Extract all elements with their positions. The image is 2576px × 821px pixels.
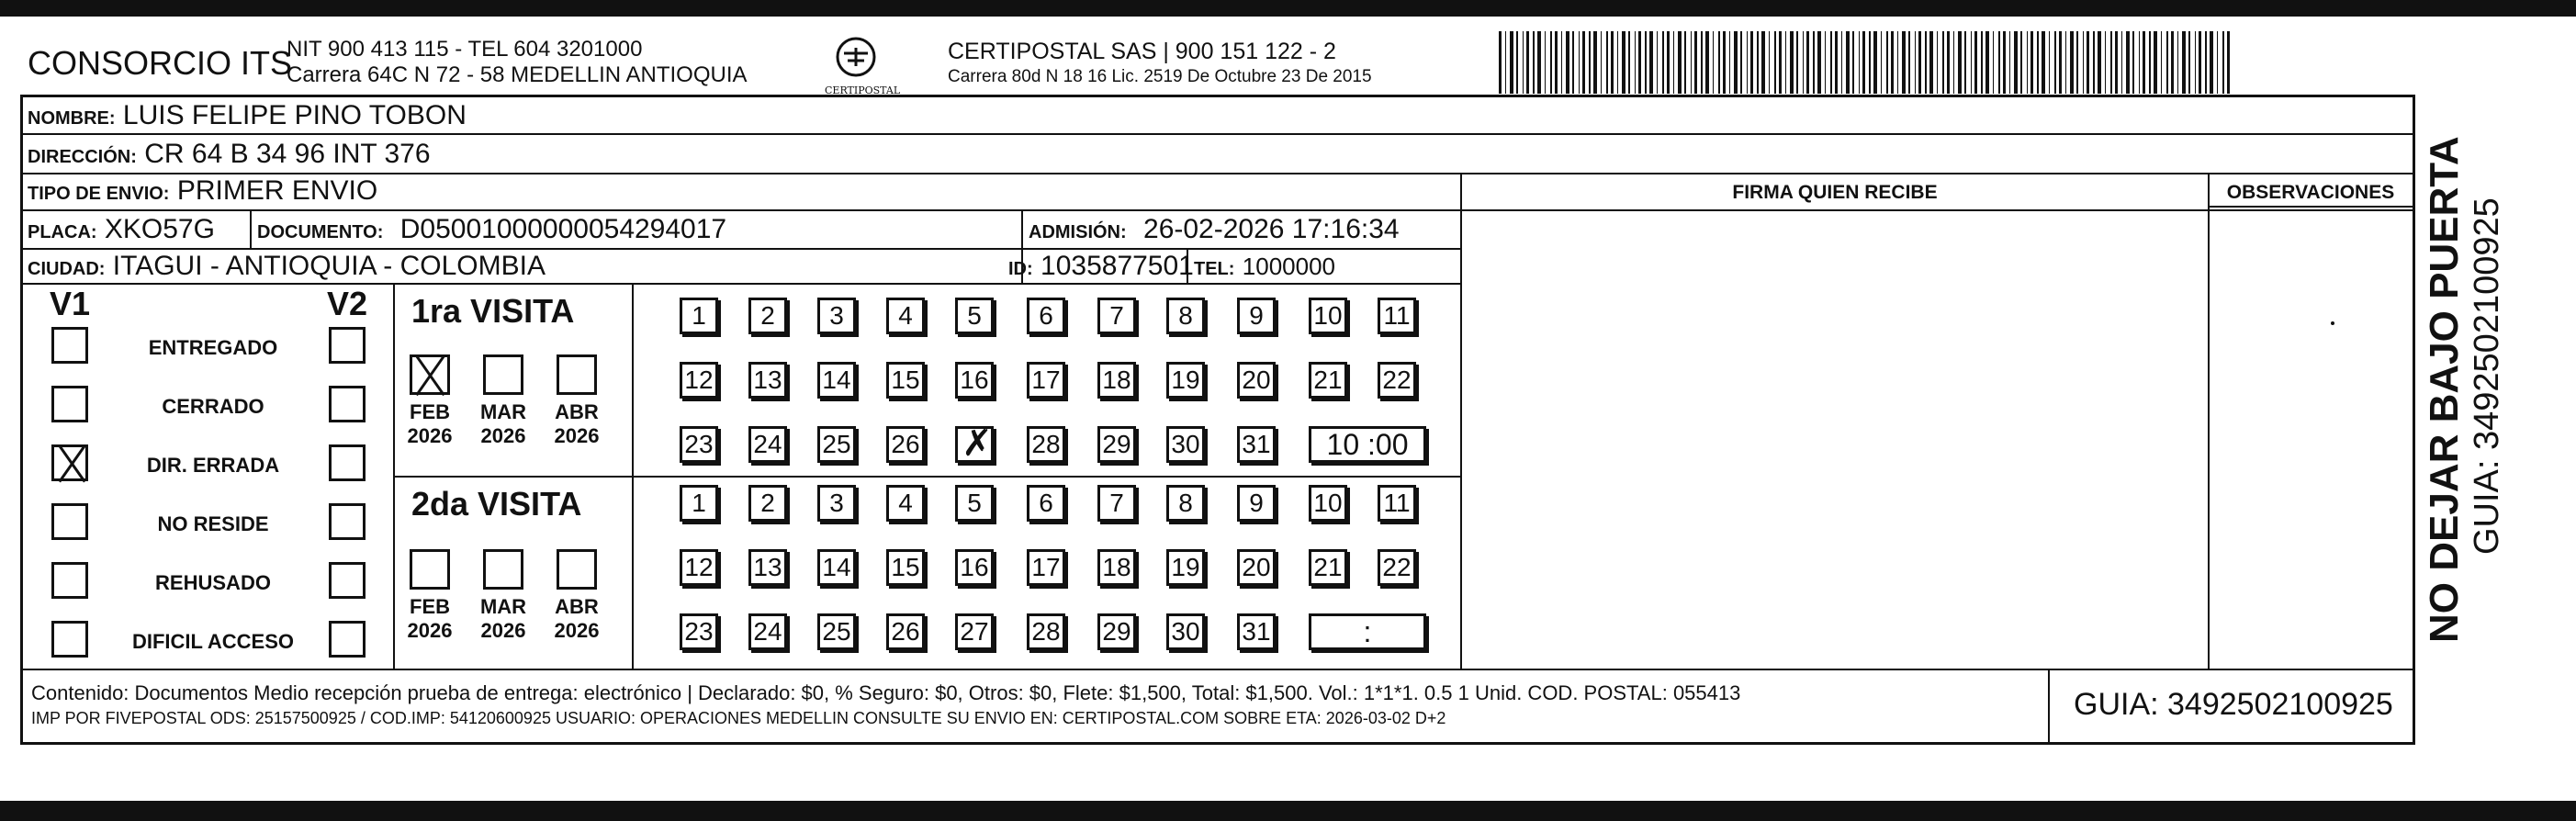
day-box-10[interactable]: 10 [1309,298,1347,334]
status-label: NO RESIDE [157,512,269,535]
barcode-bar [2222,31,2224,94]
month-year: 2026 [407,619,453,642]
admission-row [1029,213,1400,249]
status-label: REHUSADO [155,571,271,594]
barcode-bar [1593,31,1597,94]
day-box-27[interactable] [955,426,994,463]
month-label [547,400,606,448]
day-box-27[interactable]: 27 [955,613,994,650]
day-box-29[interactable]: 29 [1097,613,1136,650]
send-type: PRIMER ENVIO [176,175,378,206]
rule [20,209,2415,211]
v1-checkbox[interactable] [51,562,88,599]
admission-label: ADMISIÓN: [1029,222,1127,242]
signature-column-heading: FIRMA QUIEN RECIBE [1732,182,1938,203]
day-box-28[interactable]: 28 [1027,613,1065,650]
guia-number: GUIA: 3492502100925 [2074,687,2393,722]
barcode-bar [1830,31,1832,94]
barcode-bar [1523,31,1524,94]
barcode-bar [1649,31,1653,94]
barcode-bar [1981,31,1983,94]
barcode-bar [1701,31,1703,94]
barcode-bar [2009,31,2010,94]
day-box-17[interactable]: 17 [1027,362,1065,399]
barcode-bar [1678,31,1682,94]
day-box-10[interactable]: 10 [1309,485,1347,522]
month-checkbox-0[interactable] [410,549,450,590]
day-box-4[interactable]: 4 [886,298,925,334]
barcode-bar [1908,31,1910,94]
barcode-bar [1761,31,1765,94]
barcode-bar [2110,31,2112,94]
barcode-bar [2070,31,2074,94]
barcode-bar [1817,31,1821,94]
barcode-bar [1796,31,1798,94]
barcode-bar [1589,31,1591,94]
city-label: CIUDAD: [28,259,106,279]
month-checkbox-0[interactable] [410,354,450,395]
name-label: NOMBRE: [28,108,116,129]
barcode-bar [1638,31,1641,94]
barcode-bar [2003,31,2006,94]
day-box-5[interactable]: 5 [955,485,994,522]
day-box-12[interactable]: 12 [680,549,718,586]
barcode-bar [1998,31,2000,94]
address-label: DIRECCIÓN: [28,147,137,167]
rule [2048,669,2050,745]
barcode-bar [1601,31,1602,94]
v1-checkbox[interactable] [51,503,88,540]
barcode-bar [1929,31,1933,94]
month-name: ABR [555,595,599,618]
barcode-bar [1582,31,1585,94]
v2-checkbox[interactable] [329,621,366,658]
month-checkbox-2[interactable] [557,354,597,395]
top-border-bar [0,0,2576,17]
barcode-bar [2199,31,2201,94]
company-nit: NIT 900 413 115 - TEL 604 3201000 [287,37,643,62]
barcode-bar [1673,31,1674,94]
barcode-bar [1947,31,1950,94]
plate-row [28,213,215,249]
month-year: 2026 [554,619,600,642]
id-row [1008,250,1194,286]
barcode-bar [2065,31,2066,94]
barcode-bar [1561,31,1562,94]
month-label [547,595,606,643]
day-box-26[interactable]: 26 [886,613,925,650]
barcode-bar [2149,31,2151,94]
barcode-bar [1803,31,1804,94]
id-label: ID: [1008,259,1033,279]
status-label: ENTREGADO [148,336,278,359]
tel-row [1194,250,1335,286]
company-address: Carrera 64C N 72 - 58 MEDELLIN ANTIOQUIA [287,62,748,87]
rule [2413,95,2414,745]
barcode-bar [1606,31,1608,94]
barcode-bar [1841,31,1842,94]
day-box-30[interactable]: 30 [1166,426,1205,463]
document-row [257,213,726,249]
day-box-2[interactable]: 2 [748,485,787,522]
barcode-bar [2027,31,2028,94]
month-year: 2026 [480,619,526,642]
barcode-bar [1555,31,1558,94]
barcode-bar [2083,31,2084,94]
barcode-bar [1835,31,1838,94]
month-name: MAR [479,400,527,423]
barcode-bar [2132,31,2134,94]
barcode-bar [1774,31,1776,94]
observations-column-heading: OBSERVACIONES [2226,182,2395,203]
day-box-5[interactable]: 5 [955,298,994,334]
barcode-bar [1813,31,1815,94]
rule [393,476,1460,478]
recipient-address-row [28,138,431,174]
plate-label: PLACA: [28,222,97,242]
barcode-bar [1881,31,1882,94]
day-box-18[interactable]: 18 [1097,549,1136,586]
barcode-bar [2087,31,2089,94]
day-box-3[interactable]: 3 [817,485,856,522]
barcode-bar [1750,31,1753,94]
barcode-bar [1747,31,1748,94]
barcode-bar [1662,31,1664,94]
barcode-bar [2121,31,2122,94]
month-year: 2026 [480,424,526,447]
day-box-23[interactable]: 23 [680,613,718,650]
barcode-bar [1740,31,1742,94]
ink-dot [2331,321,2334,325]
tel-label: TEL: [1194,259,1235,279]
day-box-9[interactable]: 9 [1237,485,1276,522]
barcode-bar [1691,31,1692,94]
barcode-bar [2161,31,2162,94]
day-box-22[interactable]: 22 [1378,549,1416,586]
barcode-bar [1718,31,1720,94]
barcode-bar [1779,31,1782,94]
month-name: FEB [410,400,450,423]
day-box-28[interactable]: 28 [1027,426,1065,463]
barcode-bar [1953,31,1954,94]
barcode-bar [1713,31,1714,94]
v2-checkbox[interactable] [329,386,366,422]
second-visit-time: : [1309,613,1426,650]
barcode-bar [1533,31,1535,94]
rule [2209,206,2413,208]
city: ITAGUI - ANTIOQUIA - COLOMBIA [112,251,546,281]
barcode-bar [2105,31,2106,94]
day-box-19[interactable]: 19 [1166,362,1205,399]
day-box-7[interactable]: 7 [1097,298,1136,334]
barcode-bar [1537,31,1541,94]
send-type-label: TIPO DE ENVIO: [28,184,170,204]
barcode-bar [1510,31,1513,94]
day-box-15[interactable]: 15 [886,549,925,586]
plate: XKO57G [104,214,215,244]
day-box-25[interactable]: 25 [817,426,856,463]
barcode-bar [2049,31,2050,94]
barcode-bar [1526,31,1529,94]
day-box-23[interactable]: 23 [680,426,718,463]
recipient-address: CR 64 B 34 96 INT 376 [144,139,431,169]
barcode-bar [1925,31,1927,94]
side-warning: NO DEJAR BAJO PUERTA [2422,136,2467,643]
barcode-bar [1566,31,1569,94]
barcode-bar [2014,31,2018,94]
month-checkbox-1[interactable] [483,354,523,395]
barcode-bar [2037,31,2039,94]
barcode-bar [2195,31,2196,94]
barcode-bar [1897,31,1898,94]
v2-checkbox[interactable] [329,562,366,599]
barcode-bar [2115,31,2118,94]
day-box-24[interactable]: 24 [748,613,787,650]
rule [20,669,2415,670]
barcode-bar [2217,31,2218,94]
barcode-bar [1545,31,1546,94]
v2-checkbox[interactable] [329,444,366,481]
barcode-bar [1974,31,1977,94]
print-info: IMP POR FIVEPOSTAL ODS: 25157500925 / COD.IMP: 54120600925 USUARIO: OPERACIONES MEDELLIN CONSULTE SU ENVIO EN: CERTIPOSTAL.COM SOBRE ETA: 2026-03-02 D+2 [31,709,1446,727]
v1-checkbox[interactable] [51,327,88,364]
carrier-license: Carrera 80d N 18 16 Lic. 2519 De Octubre 23 De 2015 [948,67,1372,86]
day-box-26[interactable]: 26 [886,426,925,463]
barcode-bar [2098,31,2101,94]
barcode-bar [2126,31,2130,94]
day-box-14[interactable]: 14 [817,362,856,399]
first-visit-time: 10 :00 [1309,426,1426,463]
day-box-25[interactable]: 25 [817,613,856,650]
barcode-bar [2154,31,2157,94]
day-box-20[interactable]: 20 [1237,549,1276,586]
barcode-bar [2042,31,2045,94]
barcode-bar [1572,31,1574,94]
day-box-8[interactable]: 8 [1166,485,1205,522]
day-box-30[interactable]: 30 [1166,613,1205,650]
barcode-bar [1869,31,1871,94]
day-box-21[interactable]: 21 [1309,549,1347,586]
day-box-12[interactable]: 12 [680,362,718,399]
barcode-bar [1757,31,1759,94]
barcode-bar [1852,31,1854,94]
logo-text: CERTIPOSTAL [825,84,901,96]
barcode-bar [2210,31,2213,94]
recipient-name: LUIS FELIPE PINO TOBON [122,100,467,130]
rule [250,209,252,248]
barcode-bar [1873,31,1877,94]
barcode-bar [1657,31,1658,94]
document-number: D05001000000054294017 [399,214,727,244]
barcode-bar [1859,31,1860,94]
barcode-bar [1734,31,1738,94]
carrier-name: CERTIPOSTAL SAS | 900 151 122 - 2 [948,39,1336,64]
day-box-22[interactable]: 22 [1378,362,1416,399]
barcode-bar [1505,31,1506,94]
barcode-bar [1846,31,1850,94]
barcode-bar [1499,31,1502,94]
barcode-bar [2093,31,2095,94]
day-box-29[interactable]: 29 [1097,426,1136,463]
barcode-bar [2188,31,2190,94]
day-box-31[interactable]: 31 [1237,426,1276,463]
day-box-13[interactable]: 13 [748,549,787,586]
barcode-bar [1769,31,1770,94]
barcode-bar [2076,31,2078,94]
barcode-bar [1611,31,1614,94]
month-year: 2026 [554,424,600,447]
barcode-bar [1635,31,1636,94]
v1-checkbox[interactable] [51,386,88,422]
day-box-24[interactable]: 24 [748,426,787,463]
barcode-bar [2171,31,2174,94]
month-label [400,595,459,643]
barcode-bar [1790,31,1794,94]
id-number: 1035877501 [1041,251,1194,281]
certipostal-logo-icon [831,35,881,84]
barcode-bar [2054,31,2056,94]
barcode-bar [1915,31,1916,94]
barcode-bar [1993,31,1994,94]
barcode-bar [1886,31,1888,94]
rule [2208,173,2210,669]
barcode-bar [2182,31,2186,94]
barcode-bar [2227,31,2230,94]
barcode-bar [1684,31,1686,94]
barcode-bar [1667,31,1670,94]
barcode-bar [1785,31,1786,94]
barcode [1499,31,2233,94]
barcode-bar [1617,31,1618,94]
month-checkbox-1[interactable] [483,549,523,590]
barcode-bar [1645,31,1647,94]
day-box-1[interactable]: 1 [680,485,718,522]
month-name: MAR [479,595,527,618]
day-box-7[interactable]: 7 [1097,485,1136,522]
barcode-bar [2059,31,2062,94]
day-box-6[interactable]: 6 [1027,298,1065,334]
city-row [28,250,546,286]
barcode-bar [1891,31,1894,94]
barcode-bar [1918,31,1921,94]
status-label: DIFICIL ACCESO [131,630,294,653]
day-box-16[interactable]: 16 [955,549,994,586]
barcode-bar [1862,31,1865,94]
day-box-6[interactable]: 6 [1027,485,1065,522]
month-name: ABR [555,400,599,423]
day-box-15[interactable]: 15 [886,362,925,399]
day-box-1[interactable]: 1 [680,298,718,334]
barcode-bar [2020,31,2022,94]
day-box-11[interactable]: 11 [1378,485,1416,522]
barcode-bar [1985,31,1989,94]
document-label: DOCUMENTO: [257,222,384,242]
month-label [400,400,459,448]
v1-heading: V1 [50,285,91,322]
barcode-bar [1937,31,1938,94]
barcode-bar [1806,31,1809,94]
barcode-bar [1628,31,1630,94]
barcode-bar [1705,31,1709,94]
barcode-bar [1729,31,1730,94]
barcode-bar [1825,31,1826,94]
barcode-bar [2205,31,2207,94]
barcode-bar [1516,31,1518,94]
bottom-border-bar [0,801,2576,821]
first-visit-title: 1ra VISITA [411,292,575,330]
day-box-14[interactable]: 14 [817,549,856,586]
barcode-bar [1723,31,1726,94]
barcode-bar [2139,31,2140,94]
barcode-bar [2143,31,2145,94]
day-box-17[interactable]: 17 [1027,549,1065,586]
side-guia: GUIA: 3492502100925 [2468,197,2506,555]
barcode-bar [1694,31,1697,94]
v2-checkbox[interactable] [329,327,366,364]
tel-number: 1000000 [1242,253,1336,280]
day-box-8[interactable]: 8 [1166,298,1205,334]
day-box-19[interactable]: 19 [1166,549,1205,586]
barcode-bar [1902,31,1906,94]
day-box-13[interactable]: 13 [748,362,787,399]
day-box-20[interactable]: 20 [1237,362,1276,399]
admission-date: 26-02-2026 17:16:34 [1143,214,1400,244]
recipient-name-row [28,99,467,135]
day-box-16[interactable]: 16 [955,362,994,399]
day-box-3[interactable]: 3 [817,298,856,334]
barcode-bar [1964,31,1966,94]
day-box-18[interactable]: 18 [1097,362,1136,399]
month-label [474,400,533,448]
company-name: CONSORCIO ITS [28,44,293,82]
second-visit-title: 2da VISITA [411,485,582,523]
month-label [474,595,533,643]
status-label: DIR. ERRADA [146,454,280,477]
month-checkbox-2[interactable] [557,549,597,590]
send-type-row [28,174,377,210]
day-box-4[interactable]: 4 [886,485,925,522]
v1-checkbox[interactable] [51,444,88,481]
v1-checkbox[interactable] [51,621,88,658]
barcode-bar [2030,31,2033,94]
rule [1460,173,1462,669]
barcode-bar [2166,31,2168,94]
barcode-bar [1942,31,1944,94]
day-box-21[interactable]: 21 [1309,362,1347,399]
v2-checkbox[interactable] [329,503,366,540]
barcode-bar [1550,31,1552,94]
day-box-31[interactable]: 31 [1237,613,1276,650]
barcode-bar [1622,31,1625,94]
month-name: FEB [410,595,450,618]
barcode-bar [2177,31,2178,94]
barcode-bar [1958,31,1962,94]
month-year: 2026 [407,424,453,447]
day-box-11[interactable]: 11 [1378,298,1416,334]
day-box-9[interactable]: 9 [1237,298,1276,334]
day-box-2[interactable]: 2 [748,298,787,334]
status-label: CERRADO [162,395,264,418]
v2-heading: V2 [327,285,368,322]
shipment-content: Contenido: Documentos Medio recepción prueba de entrega: electrónico | Declarado: $0, % Seguro: $0, Otros: $0, Flete: $1,500, Total: $1,500. Vol.: 1*1*1. 0.5 1 Unid. COD. POSTAL: 055413 [31,681,1741,704]
barcode-bar [1579,31,1580,94]
barcode-bar [1971,31,1972,94]
